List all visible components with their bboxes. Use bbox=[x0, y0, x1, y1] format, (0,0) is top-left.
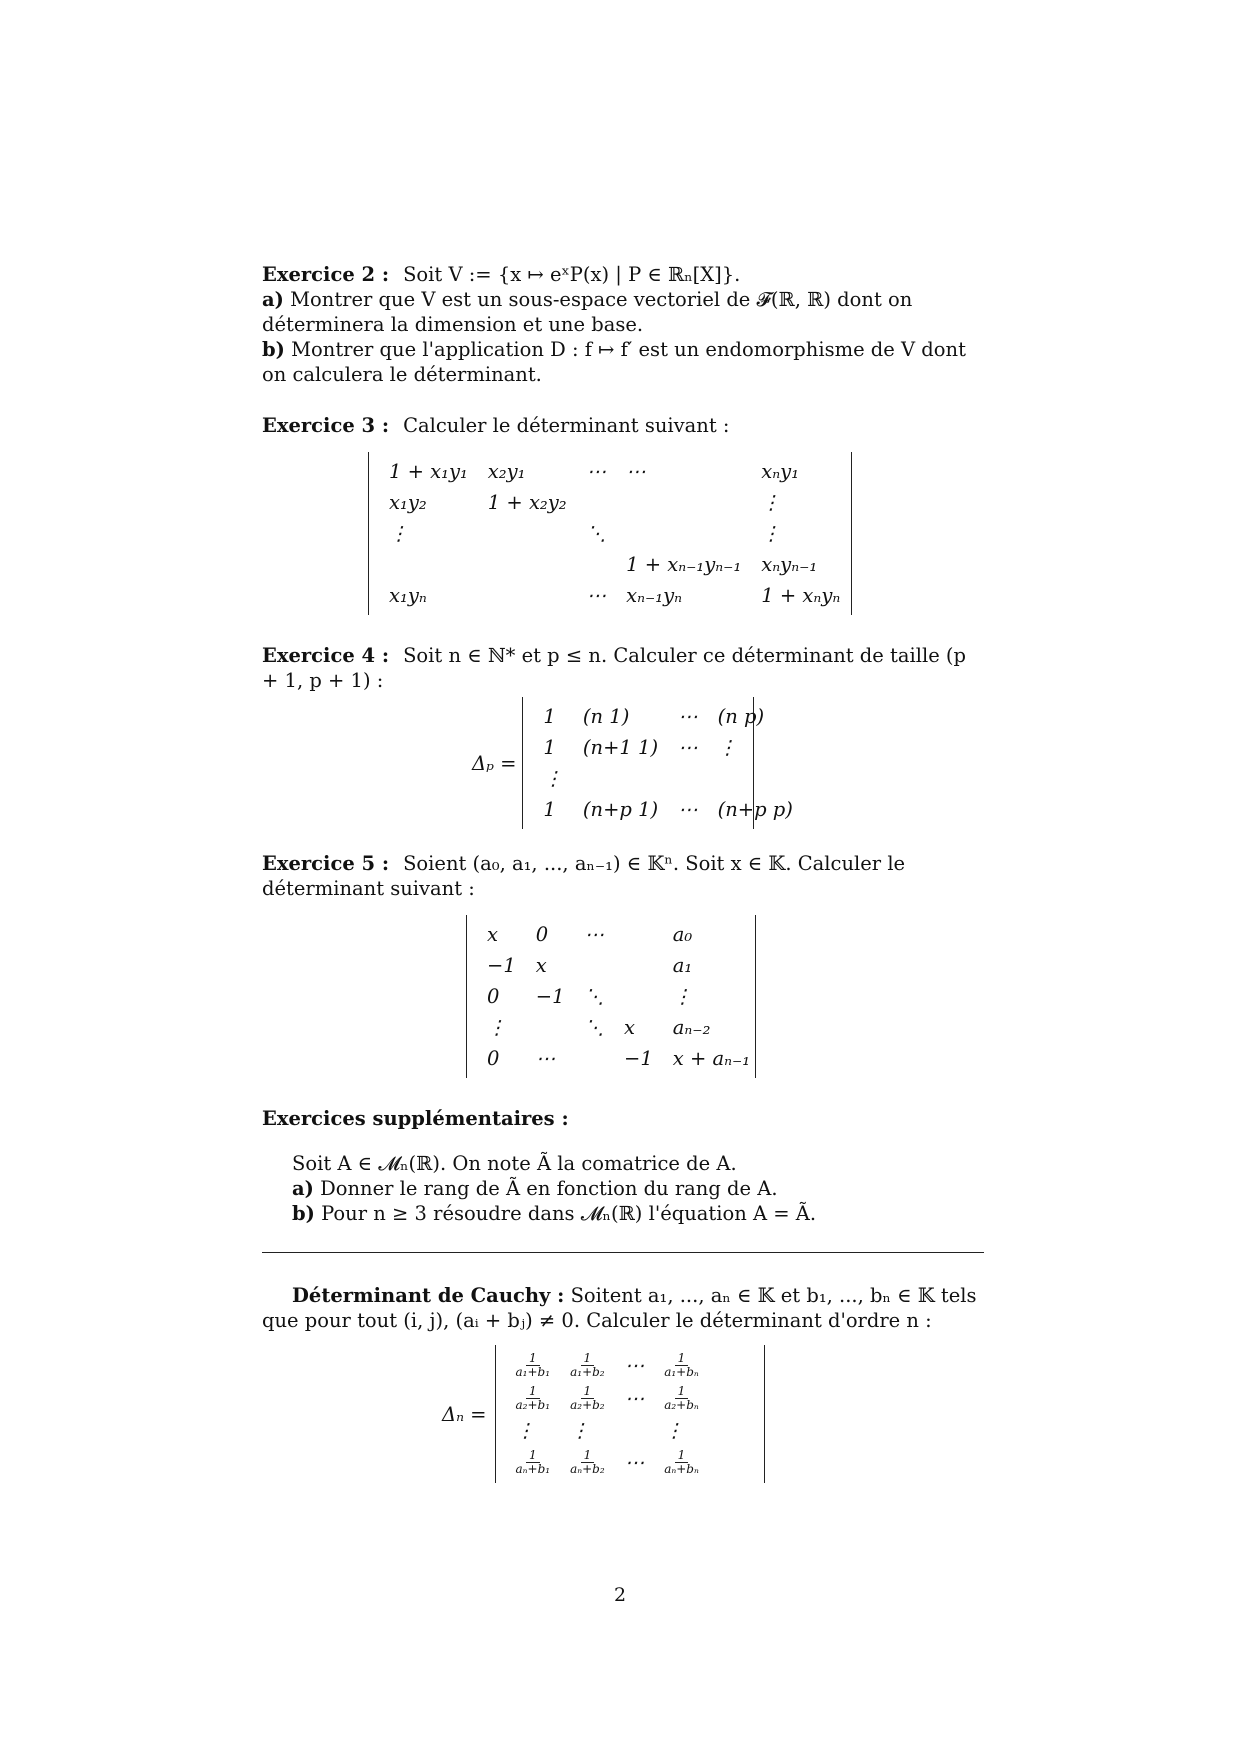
cauchy-cell: $\frac{1}{\text{a₂+bₙ}}$ bbox=[664, 1384, 699, 1412]
matrix-cell: x bbox=[624, 1016, 635, 1039]
matrix-cell: x bbox=[487, 923, 498, 946]
matrix-cell: ⋱ bbox=[584, 1016, 604, 1039]
matrix-cell: x₂y₁ bbox=[487, 460, 526, 483]
matrix-cell: ⋯ bbox=[626, 460, 646, 483]
cauchy-cell: $\frac{1}{\text{a₁+b₁}}$ bbox=[515, 1351, 551, 1379]
matrix-cell bbox=[526, 1012, 575, 1043]
matrix-cell bbox=[616, 518, 751, 549]
delta-p-lhs: Δₚ = bbox=[472, 751, 517, 775]
exercise-2-b-label: b) bbox=[262, 338, 285, 361]
exercise-2-b-text: Montrer que l'application D : f ↦ f′ est un endomorphisme de V dont on calculera le déterminant. bbox=[262, 338, 966, 386]
matrix-cell: ⋯ bbox=[535, 1047, 556, 1070]
cauchy-cell: $\frac{1}{\text{a₁+bₙ}}$ bbox=[664, 1351, 699, 1379]
matrix-cell: 0 bbox=[487, 1047, 500, 1070]
cauchy-cell: $\frac{1}{\text{aₙ+bₙ}}$ bbox=[664, 1448, 699, 1476]
matrix-cell bbox=[478, 549, 577, 580]
exercise-4-determinant bbox=[522, 697, 793, 829]
matrix-cell: ⋱ bbox=[584, 985, 604, 1008]
matrix-cell: ⋮ bbox=[389, 522, 409, 545]
exercise-3-label: Exercice 3 : bbox=[262, 414, 390, 437]
document-page bbox=[262, 262, 984, 1483]
matrix-cell bbox=[577, 549, 617, 580]
matrix-cell: ⋮ bbox=[717, 736, 738, 759]
matrix-cell: ⋱ bbox=[586, 522, 607, 545]
matrix-cell: a₀ bbox=[672, 923, 693, 946]
matrix-cell: a₁ bbox=[672, 954, 693, 977]
matrix-cell: ⋯ bbox=[586, 460, 607, 483]
exercise-5-intro: Soient (a₀, a₁, ..., aₙ₋₁) ∈ 𝕂ⁿ. Soit x ∈ 𝕂. Calculer le déterminant suivant : bbox=[262, 852, 906, 900]
matrix-cell: 1 bbox=[543, 705, 556, 728]
cauchy-matrix bbox=[495, 1345, 765, 1483]
cauchy-intro: Soitent a₁, ..., aₙ ∈ 𝕂 et b₁, ..., bₙ ∈ 𝕂 tels que pour tout (i, j), (aᵢ + bⱼ) ≠ 0. Calculer le déterminant d'ordre n : bbox=[262, 1284, 977, 1332]
matrix-cell: 1 bbox=[543, 736, 556, 759]
exercise-3 bbox=[262, 413, 984, 621]
exercise-4-label: Exercice 4 : bbox=[262, 644, 390, 667]
matrix-cell: ⋮ bbox=[761, 491, 781, 514]
matrix-cell: xₙ₋₁yₙ bbox=[626, 584, 683, 607]
exercise-2 bbox=[262, 262, 984, 387]
cauchy-cell: ⋮ bbox=[664, 1419, 684, 1442]
matrix-cell: x₁y₂ bbox=[389, 491, 427, 514]
matrix-cell: 1 + x₁y₁ bbox=[389, 460, 468, 483]
matrix-cell: ⋮ bbox=[543, 767, 563, 790]
matrix-cell: −1 bbox=[487, 954, 516, 977]
page-number: 2 bbox=[613, 1584, 627, 1606]
matrix-cell: (n+p 1) bbox=[582, 798, 659, 821]
matrix-cell bbox=[575, 950, 615, 981]
matrix-cell: x₁yₙ bbox=[389, 584, 427, 607]
matrix-cell bbox=[616, 487, 751, 518]
matrix-cell: 1 + xₙ₋₁yₙ₋₁ bbox=[626, 553, 742, 576]
matrix-cell: xₙy₁ bbox=[761, 460, 800, 483]
cauchy-cell: $\frac{1}{\text{a₂+b₁}}$ bbox=[515, 1384, 551, 1412]
exercise-2-a-label: a) bbox=[262, 288, 284, 311]
matrix-cell: x + aₙ₋₁ bbox=[672, 1047, 751, 1070]
matrix-cell: xₙyₙ₋₁ bbox=[761, 553, 818, 576]
matrix-cell bbox=[575, 1043, 615, 1074]
matrix-cell: −1 bbox=[624, 1047, 653, 1070]
matrix-cell: ⋯ bbox=[678, 736, 698, 759]
cauchy-cell: $\frac{1}{\text{a₂+b₂}}$ bbox=[570, 1384, 605, 1412]
cauchy-cell: ⋮ bbox=[570, 1419, 590, 1442]
cauchy-label: Déterminant de Cauchy : bbox=[292, 1284, 565, 1307]
extra-b-text: Pour n ≥ 3 résoudre dans 𝓜ₙ(ℝ) l'équation A = Ã. bbox=[321, 1202, 817, 1225]
cauchy-cell: $\frac{1}{\text{aₙ+b₂}}$ bbox=[570, 1448, 605, 1476]
extra-b-label: b) bbox=[292, 1202, 315, 1225]
matrix-cell bbox=[708, 763, 803, 794]
matrix-cell bbox=[577, 487, 617, 518]
exercise-5-determinant bbox=[466, 915, 756, 1078]
exercise-2-intro: Soit V := {x ↦ eˣP(x) | P ∈ ℝₙ[X]}. bbox=[403, 263, 741, 286]
matrix-cell: 0 bbox=[487, 985, 500, 1008]
extra-a-text: Donner le rang de Ã en fonction du rang de A. bbox=[320, 1177, 778, 1200]
matrix-cell: ⋮ bbox=[672, 985, 693, 1008]
cauchy-cell: ⋯ bbox=[624, 1354, 645, 1377]
matrix-cell bbox=[573, 763, 668, 794]
exercise-5 bbox=[262, 851, 984, 1084]
matrix-cell: 1 + xₙyₙ bbox=[761, 584, 841, 607]
cauchy-cell: ⋯ bbox=[624, 1451, 645, 1474]
extra-intro: Soit A ∈ 𝓜ₙ(ℝ). On note Ã la comatrice de A. bbox=[292, 1152, 737, 1175]
cauchy-cell: ⋯ bbox=[624, 1387, 645, 1410]
matrix-cell: −1 bbox=[535, 985, 565, 1008]
exercise-3-determinant bbox=[368, 452, 852, 615]
matrix-cell: 1 + x₂y₂ bbox=[487, 491, 567, 514]
extra-exercises bbox=[262, 1106, 984, 1226]
exercise-4 bbox=[262, 643, 984, 829]
matrix-cell: x bbox=[535, 954, 547, 977]
matrix-cell bbox=[668, 763, 708, 794]
extra-a-label: a) bbox=[292, 1177, 314, 1200]
matrix-cell: ⋮ bbox=[487, 1016, 507, 1039]
cauchy-cell: $\frac{1}{\text{a₁+b₂}}$ bbox=[570, 1351, 605, 1379]
matrix-cell bbox=[614, 950, 663, 981]
matrix-cell: (n+1 1) bbox=[582, 736, 659, 759]
matrix-cell: ⋯ bbox=[584, 923, 604, 946]
exercise-2-a-text: Montrer que V est un sous-espace vectoriel de 𝓕(ℝ, ℝ) dont on déterminera la dimension et une base. bbox=[262, 288, 913, 336]
cauchy-determinant bbox=[262, 1283, 984, 1483]
cauchy-cell: ⋮ bbox=[515, 1419, 536, 1442]
exercise-2-label: Exercice 2 : bbox=[262, 263, 390, 286]
matrix-cell: ⋮ bbox=[761, 522, 781, 545]
cauchy-cell bbox=[615, 1415, 655, 1446]
exercise-4-intro: Soit n ∈ ℕ* et p ≤ n. Calculer ce déterminant de taille (p + 1, p + 1) : bbox=[262, 644, 967, 692]
extra-exercises-label: Exercices supplémentaires : bbox=[262, 1107, 569, 1130]
section-divider bbox=[262, 1252, 984, 1253]
matrix-cell: (n 1) bbox=[582, 705, 630, 728]
matrix-cell: 1 bbox=[543, 798, 556, 821]
matrix-cell: aₙ₋₂ bbox=[672, 1016, 711, 1039]
matrix-cell bbox=[379, 549, 478, 580]
matrix-cell: ⋯ bbox=[586, 584, 607, 607]
exercise-5-label: Exercice 5 : bbox=[262, 852, 390, 875]
exercise-3-intro: Calculer le déterminant suivant : bbox=[403, 414, 730, 437]
matrix-cell bbox=[614, 981, 663, 1012]
cauchy-cell: $\frac{1}{\text{aₙ+b₁}}$ bbox=[515, 1448, 551, 1476]
matrix-cell bbox=[478, 580, 577, 611]
matrix-cell: (n p) bbox=[717, 705, 765, 728]
matrix-cell: (n+p p) bbox=[717, 798, 793, 821]
matrix-cell: ⋯ bbox=[678, 798, 698, 821]
matrix-cell bbox=[478, 518, 577, 549]
matrix-cell: 0 bbox=[535, 923, 549, 946]
matrix-cell bbox=[614, 919, 663, 950]
delta-n-lhs: Δₙ = bbox=[442, 1402, 487, 1426]
matrix-cell: ⋯ bbox=[678, 705, 698, 728]
